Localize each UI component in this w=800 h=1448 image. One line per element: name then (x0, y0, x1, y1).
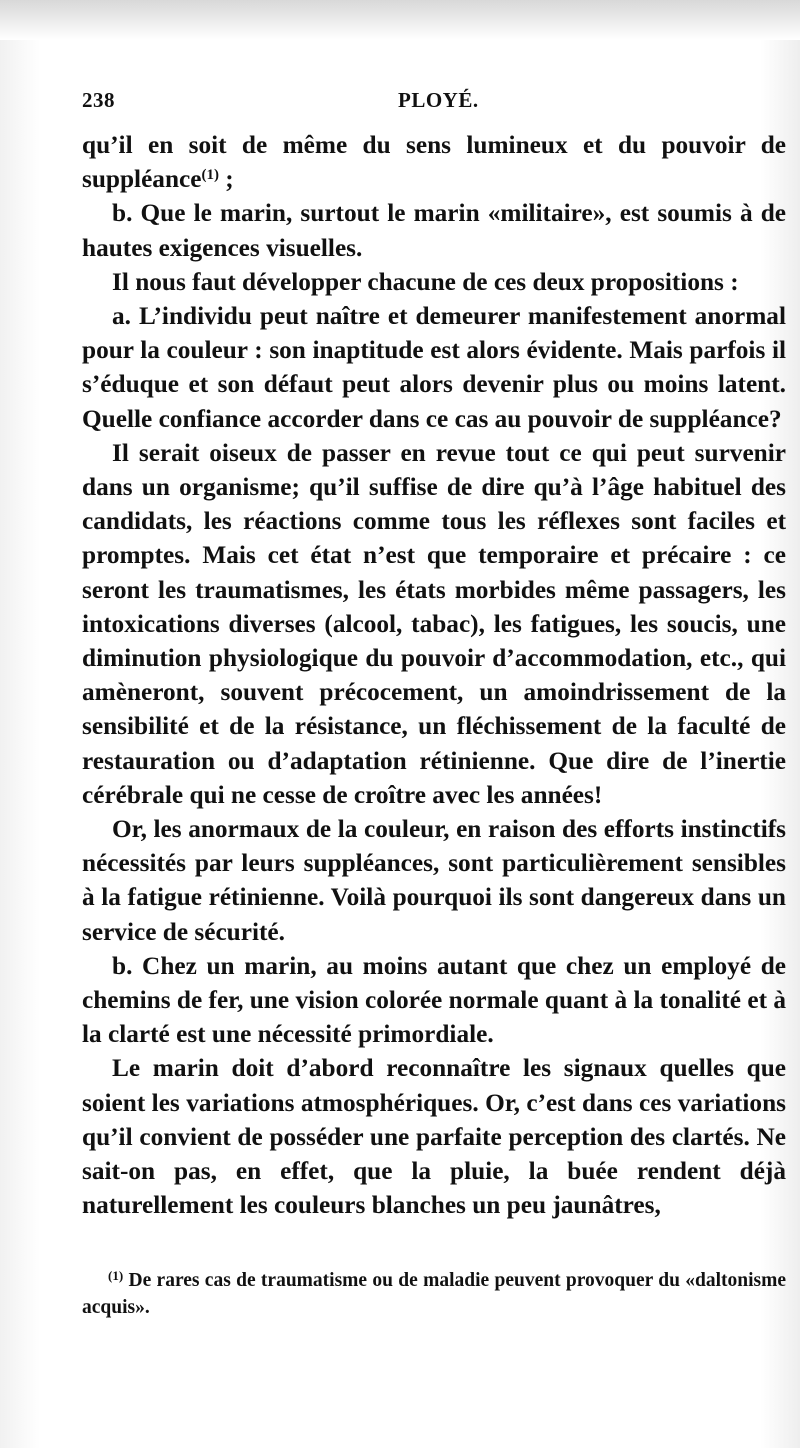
paragraph: Le marin doit d’abord reconnaître les signaux quelles que soient les variations atmosphériques. Or, c’est dans ces variations qu’il convient de posséder une parfaite perception des clartés. Ne sait-on pas, en effet, que la pluie, la buée rendent déjà naturellement les couleurs blanches un peu jaunâtres, (82, 1054, 786, 1220)
paragraph-text-tail: ; (218, 165, 234, 194)
footnote-reference: (1) (201, 167, 219, 184)
paragraph-continuation (82, 128, 786, 196)
page-edge-shadow (0, 0, 800, 40)
footnote-text: De rares cas de traumatisme ou de maladie peuvent provoquer du «daltonisme acquis». (82, 1270, 786, 1318)
paragraph-text: qu’il en soit de même du sens lumineux et du pouvoir de suppléance (82, 131, 786, 194)
paragraph: b. Que le marin, surtout le marin «militaire», est soumis à de hautes exigences visuelles. (82, 199, 786, 262)
paragraph: b. Chez un marin, au moins autant que chez un employé de chemins de fer, une vision colorée normale quant à la tonalité et à la clarté est une nécessité primordiale. (82, 951, 786, 1049)
footnote-paragraph (82, 1267, 786, 1321)
footnote (82, 1267, 786, 1321)
paragraph: Or, les anormaux de la couleur, en raison des efforts instinctifs nécessités par leurs suppléances, sont particulièrement sensibles à la fatigue rétinienne. Voilà pourquoi ils sont dangereux dans un service de sécurité. (82, 815, 786, 946)
page-number: 238 (82, 88, 115, 112)
paragraph: Il serait oiseux de passer en revue tout ce qui peut survenir dans un organisme; qu’il suffise de dire qu’à l’âge habituel des candidats, les réactions comme tous les réflexes sont faciles et promptes. Mais cet état n’est que temporaire et précaire : ce seront les traumatismes, les états morbides même passagers, les intoxications diverses (alcool, tabac), les fatigues, les soucis, une diminution physiologique du pouvoir d’accommodation, etc., qui amèneront, souvent précocement, un amoindrissement de la sensibilité et de la résistance, un fléchissement de la faculté de restauration ou d’adaptation rétinienne. Que dire de l’inertie cérébrale qui ne cesse de croître avec les années! (82, 438, 786, 809)
paragraph: Il nous faut développer chacune de ces deux propositions : (112, 267, 739, 296)
paragraph: a. L’individu peut naître et demeurer manifestement anormal pour la couleur : son inaptitude est alors évidente. Mais parfois il s’éduque et son défaut peut alors devenir plus ou moins latent. Quelle confiance accorder dans ce cas au pouvoir de suppléance? (82, 302, 786, 433)
main-text (82, 128, 786, 1223)
footnote-marker: (1) (108, 1268, 124, 1283)
running-header (82, 88, 782, 118)
running-title: PLOYÉ. (398, 88, 479, 112)
